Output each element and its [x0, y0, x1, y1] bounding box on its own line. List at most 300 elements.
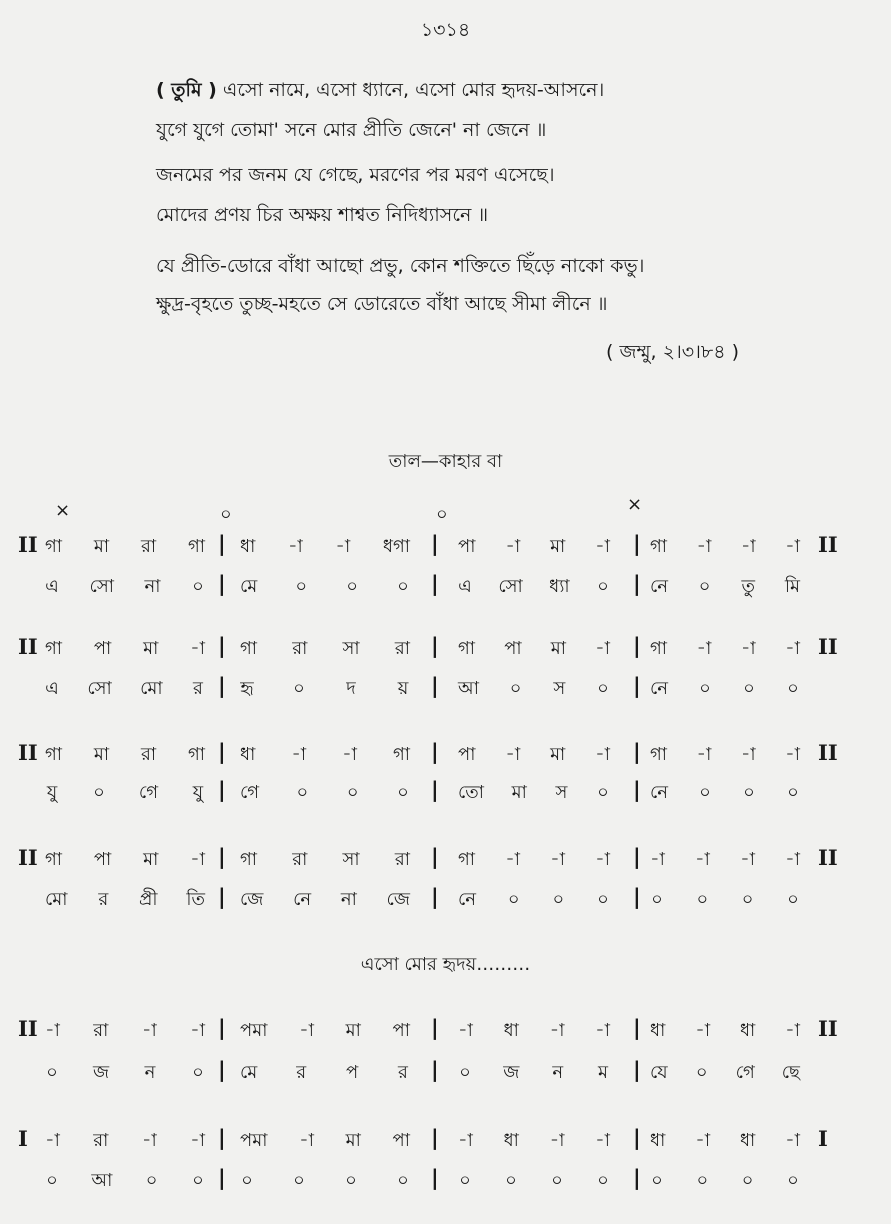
- swara-note: -া: [299, 1020, 314, 1041]
- lyric-beat-group: [650, 1166, 800, 1197]
- lyric-syllable: ০: [509, 678, 522, 699]
- lyric-syllable: ০: [346, 576, 358, 597]
- swara-note: গা: [240, 849, 258, 870]
- lyric-syllable: সো: [498, 576, 523, 597]
- tala-mark: ০: [436, 504, 448, 525]
- swara-note: -া: [695, 1020, 711, 1041]
- swara-note: গা: [187, 744, 205, 765]
- swara-note: -া: [458, 1020, 473, 1041]
- swara-beat-group: [650, 740, 800, 771]
- swara-note: ধা: [739, 1130, 756, 1151]
- lyric-beat-group: [458, 885, 610, 916]
- swara-beat-group: [240, 634, 410, 665]
- beat-separator: |: [218, 634, 226, 658]
- swara-note: রা: [292, 638, 308, 659]
- beat-separator: |: [218, 778, 226, 802]
- lyric-syllable: ০: [551, 1170, 563, 1191]
- swara-row: [0, 845, 891, 879]
- swara-note: ধা: [240, 744, 256, 765]
- swara-note: -া: [696, 638, 712, 659]
- swara-beat-group: [650, 1126, 800, 1157]
- lyric-syllable: যু: [46, 782, 58, 803]
- swara-note: পমা: [240, 1020, 268, 1041]
- swara-note: মা: [550, 536, 566, 557]
- lyric-syllable: মে: [240, 1062, 258, 1083]
- beat-separator: |: [431, 1126, 439, 1150]
- beat-separator: |: [218, 1058, 226, 1082]
- swara-beat-group: [240, 1016, 410, 1047]
- swara-note: -া: [595, 638, 610, 659]
- lyric-syllable: সো: [89, 576, 114, 597]
- end-bar: II: [818, 1016, 838, 1041]
- lyric-syllable: স: [553, 678, 566, 699]
- swara-note: মা: [550, 744, 566, 765]
- beat-separator: |: [633, 740, 641, 764]
- lyric-syllable: ০: [597, 678, 609, 699]
- poem-text: এসো নামে, এসো ধ্যানে, এসো মোর হৃদয়-আসনে।: [216, 79, 605, 101]
- lyric-syllable: নে: [650, 782, 669, 803]
- beat-separator: |: [218, 1126, 226, 1150]
- swara-note: গা: [650, 744, 668, 765]
- lyric-syllable: গে: [138, 782, 159, 803]
- swara-note: রা: [140, 744, 157, 765]
- swara-note: -া: [190, 1020, 205, 1041]
- lyric-syllable: ০: [397, 576, 409, 597]
- poem-text: যুগে যুগে তোমা' সনে মোর প্রীতি জেনে' না জেনে ॥: [156, 119, 547, 141]
- swara-note: -া: [505, 849, 521, 870]
- lyric-row: [0, 572, 891, 606]
- start-bar: II: [18, 1016, 38, 1041]
- swara-beat-group: [650, 634, 800, 665]
- lyric-syllable: ০: [597, 1170, 609, 1191]
- lyric-syllable: ০: [397, 1170, 409, 1191]
- swara-row: [0, 740, 891, 774]
- lyric-syllable: র: [296, 1062, 307, 1083]
- lyric-syllable: তি: [186, 889, 205, 910]
- swara-row: [0, 634, 891, 668]
- lyric-syllable: প্রী: [139, 889, 158, 910]
- beat-separator: |: [431, 778, 439, 802]
- swara-note: -া: [335, 536, 351, 557]
- lyric-beat-group: [240, 1058, 410, 1089]
- swara-note: মা: [345, 1020, 361, 1041]
- swara-note: গা: [650, 638, 668, 659]
- swara-note: সা: [342, 849, 360, 870]
- lyric-syllable: ০: [743, 678, 755, 699]
- lyric-syllable: না: [340, 889, 357, 910]
- lyric-beat-group: [650, 674, 800, 705]
- poem-text: মোদের প্রণয় চির অক্ষয় শাশ্বত নিদিধ্যাসনে ॥: [156, 204, 489, 226]
- lyric-syllable: ০: [293, 678, 305, 699]
- swara-note: -া: [458, 1130, 473, 1151]
- poem-line: [156, 252, 644, 284]
- lyric-syllable: জ: [503, 1062, 520, 1083]
- lyric-syllable: ০: [741, 889, 754, 910]
- swara-note: -া: [45, 1020, 60, 1041]
- lyric-syllable: ০: [192, 1062, 204, 1083]
- lyric-beat-group: [650, 778, 800, 809]
- beat-separator: |: [633, 674, 641, 698]
- swara-note: রা: [394, 638, 410, 659]
- swara-note: -া: [141, 1020, 157, 1041]
- lyric-beat-group: [45, 572, 205, 603]
- swara-note: -া: [740, 536, 756, 557]
- lyric-syllable: যে: [650, 1062, 668, 1083]
- swara-note: -া: [785, 1020, 800, 1041]
- swara-note: -া: [785, 536, 800, 557]
- lyric-syllable: ০: [787, 678, 799, 699]
- swara-note: মা: [93, 536, 110, 557]
- lyric-beat-group: [458, 1058, 610, 1089]
- lyric-beat-group: [45, 778, 205, 809]
- lyric-row: [0, 778, 891, 812]
- swara-note: গা: [45, 849, 63, 870]
- beat-separator: |: [218, 532, 226, 556]
- lyric-syllable: মো: [140, 678, 163, 699]
- swara-beat-group: [458, 740, 610, 771]
- swara-note: -া: [740, 744, 756, 765]
- swara-note: -া: [595, 744, 610, 765]
- swara-note: পমা: [240, 1130, 268, 1151]
- lyric-syllable: ০: [345, 1170, 357, 1191]
- poem-text: যে প্রীতি-ডোরে বাঁধা আছো প্রভু, কোন শক্তিতে ছিঁড়ে নাকো কভু।: [156, 255, 645, 277]
- swara-note: পা: [392, 1130, 410, 1151]
- swara-beat-group: [45, 532, 205, 563]
- swara-note: -া: [696, 536, 712, 557]
- start-bar: I: [18, 1126, 28, 1151]
- lyric-syllable: ০: [507, 889, 520, 910]
- tala-heading: তাল—কাহার বা: [388, 451, 503, 472]
- swara-note: গা: [187, 536, 205, 557]
- lyric-syllable: এ: [458, 576, 472, 597]
- swara-note: -া: [141, 1130, 157, 1151]
- swara-note: গা: [45, 536, 63, 557]
- lyric-beat-group: [240, 572, 410, 603]
- beat-separator: |: [431, 1016, 439, 1040]
- lyric-syllable: ০: [295, 576, 308, 597]
- lyric-syllable: ০: [459, 1170, 471, 1191]
- swara-beat-group: [45, 634, 205, 665]
- beat-separator: |: [431, 1058, 439, 1082]
- lyric-syllable: ০: [787, 1170, 799, 1191]
- lyric-syllable: ছে: [781, 1062, 800, 1083]
- end-bar: I: [818, 1126, 828, 1151]
- swara-note: -া: [785, 638, 800, 659]
- beat-separator: |: [633, 778, 641, 802]
- swara-beat-group: [458, 845, 610, 876]
- lyric-row: [0, 1166, 891, 1200]
- lyric-syllable: ০: [46, 1062, 58, 1083]
- tala-mark: ×: [627, 494, 643, 515]
- lyric-syllable: আ: [458, 678, 479, 699]
- lyric-syllable: ০: [296, 782, 309, 803]
- lyric-syllable: যু: [192, 782, 204, 803]
- lyric-syllable: মা: [511, 782, 527, 803]
- swara-note: -া: [785, 1130, 800, 1151]
- lyric-syllable: ০: [698, 576, 711, 597]
- source-note: ( জম্মু, ২।৩।৮৪ ): [606, 341, 740, 363]
- start-bar: II: [18, 532, 38, 557]
- beat-separator: |: [431, 885, 439, 909]
- lyric-beat-group: [45, 674, 205, 705]
- lyric-beat-group: [240, 1166, 410, 1197]
- page-number: ১৩১৪: [420, 19, 471, 41]
- beat-separator: |: [431, 674, 439, 698]
- swara-note: ধা: [739, 1020, 756, 1041]
- swara-beat-group: [650, 1016, 800, 1047]
- lyric-beat-group: [240, 674, 410, 705]
- lyric-syllable: ০: [397, 782, 409, 803]
- swara-note: -া: [695, 849, 710, 870]
- lyric-row: [0, 885, 891, 919]
- lyric-syllable: র: [98, 889, 109, 910]
- swara-note: -া: [785, 744, 800, 765]
- lyric-syllable: ০: [93, 782, 105, 803]
- swara-note: পা: [392, 1020, 410, 1041]
- poem-line: [156, 201, 488, 233]
- lyric-syllable: ০: [346, 782, 359, 803]
- lyric-syllable: ০: [651, 889, 663, 910]
- swara-note: পা: [93, 849, 112, 870]
- swara-note: রা: [292, 849, 308, 870]
- lyric-syllable: না: [144, 576, 161, 597]
- tala-mark: ০: [220, 504, 232, 525]
- lyric-syllable: ০: [743, 782, 755, 803]
- lyric-syllable: মে: [240, 576, 258, 597]
- swara-note: -া: [785, 849, 800, 870]
- lyric-syllable: ০: [241, 1170, 253, 1191]
- lyric-syllable: নে: [650, 576, 669, 597]
- swara-note: -া: [696, 744, 712, 765]
- lyric-beat-group: [458, 778, 610, 809]
- lyric-syllable: এ: [45, 678, 59, 699]
- lyric-syllable: জে: [386, 889, 410, 910]
- start-bar: II: [18, 845, 38, 870]
- lyric-syllable: ধ্যা: [549, 576, 570, 597]
- swara-beat-group: [458, 634, 610, 665]
- swara-note: ধা: [503, 1020, 519, 1041]
- beat-separator: |: [633, 1126, 641, 1150]
- swara-note: মা: [345, 1130, 361, 1151]
- beat-separator: |: [218, 1166, 226, 1190]
- lyric-beat-group: [458, 572, 610, 603]
- poem-line: [156, 161, 555, 193]
- lyric-syllable: ০: [192, 1170, 204, 1191]
- swara-note: -া: [695, 1130, 711, 1151]
- swara-note: -া: [505, 536, 521, 557]
- swara-beat-group: [458, 1016, 610, 1047]
- swara-note: -া: [287, 536, 303, 557]
- lyric-syllable: ০: [741, 1170, 754, 1191]
- swara-note: মা: [550, 638, 567, 659]
- lyric-syllable: প: [345, 1062, 359, 1083]
- swara-note: মা: [143, 638, 159, 659]
- swara-note: -া: [190, 638, 205, 659]
- swara-note: -া: [190, 849, 205, 870]
- end-bar: II: [818, 845, 838, 870]
- lyric-syllable: ০: [552, 889, 565, 910]
- lyric-syllable: ০: [787, 782, 799, 803]
- swara-beat-group: [240, 532, 410, 563]
- lyric-beat-group: [45, 1058, 205, 1089]
- beat-separator: |: [633, 634, 641, 658]
- lyric-syllable: ০: [145, 1170, 158, 1191]
- beat-separator: |: [633, 845, 641, 869]
- swara-note: পা: [458, 536, 476, 557]
- swara-beat-group: [45, 740, 205, 771]
- swara-note: -া: [190, 1130, 205, 1151]
- end-bar: II: [818, 532, 838, 557]
- lyric-syllable: ০: [696, 889, 709, 910]
- lyric-syllable: ০: [46, 1170, 58, 1191]
- swara-note: গা: [458, 849, 476, 870]
- beat-separator: |: [218, 1016, 226, 1040]
- swara-beat-group: [45, 845, 205, 876]
- lyric-syllable: ০: [699, 782, 711, 803]
- swara-note: -া: [650, 849, 665, 870]
- lyric-syllable: ০: [505, 1170, 517, 1191]
- swara-note: পা: [504, 638, 522, 659]
- swara-note: -া: [342, 744, 357, 765]
- swara-note: -া: [595, 536, 610, 557]
- swara-beat-group: [650, 532, 800, 563]
- lyric-syllable: গে: [240, 782, 260, 803]
- start-bar: II: [18, 740, 38, 765]
- lyric-syllable: ০: [597, 576, 609, 597]
- beat-separator: |: [633, 1166, 641, 1190]
- swara-note: -া: [291, 744, 307, 765]
- lyric-syllable: গে: [735, 1062, 755, 1083]
- beat-separator: |: [218, 572, 226, 596]
- swara-beat-group: [458, 532, 610, 563]
- swara-note: -া: [505, 744, 521, 765]
- swara-note: ধগা: [382, 536, 410, 557]
- lyric-syllable: য়: [397, 678, 409, 699]
- swara-note: -া: [740, 638, 756, 659]
- poem-line: [156, 76, 604, 108]
- swara-note: সা: [342, 638, 360, 659]
- beat-separator: |: [218, 885, 226, 909]
- end-bar: II: [818, 634, 838, 659]
- beat-separator: |: [633, 532, 641, 556]
- swara-beat-group: [458, 1126, 610, 1157]
- subheading: এসো মোর হৃদয়………: [360, 954, 531, 975]
- swara-note: রা: [93, 1020, 109, 1041]
- lyric-syllable: ০: [651, 1170, 663, 1191]
- lyric-syllable: ০: [597, 782, 609, 803]
- swara-note: রা: [394, 849, 410, 870]
- lyric-syllable: এ: [45, 576, 59, 597]
- lyric-syllable: সো: [87, 678, 112, 699]
- swara-beat-group: [240, 1126, 410, 1157]
- swara-note: রা: [140, 536, 157, 557]
- lyric-beat-group: [45, 1166, 205, 1197]
- swara-beat-group: [45, 1126, 205, 1157]
- lyric-syllable: নে: [650, 678, 669, 699]
- swara-note: গা: [45, 744, 63, 765]
- beat-separator: |: [431, 740, 439, 764]
- lyric-beat-group: [458, 674, 610, 705]
- lyric-row: [0, 1058, 891, 1092]
- swara-note: ধা: [503, 1130, 519, 1151]
- beat-separator: |: [633, 1016, 641, 1040]
- lyric-syllable: নে: [293, 889, 312, 910]
- lyric-syllable: নে: [458, 889, 477, 910]
- lyric-syllable: ০: [459, 1062, 471, 1083]
- lyric-syllable: ০: [597, 889, 609, 910]
- lyric-beat-group: [240, 885, 410, 916]
- lyric-syllable: জে: [240, 889, 264, 910]
- lyric-syllable: র: [398, 1062, 408, 1083]
- beat-separator: |: [431, 1166, 439, 1190]
- tala-mark: ×: [55, 500, 71, 521]
- poem-text: জনমের পর জনম যে গেছে, মরণের পর মরণ এসেছে।: [156, 164, 555, 186]
- swara-beat-group: [45, 1016, 205, 1047]
- lyric-syllable: দ: [346, 678, 356, 699]
- beat-separator: |: [218, 845, 226, 869]
- end-bar: II: [818, 740, 838, 765]
- lyric-syllable: ০: [192, 576, 204, 597]
- lyric-beat-group: [650, 1058, 800, 1089]
- swara-row: [0, 532, 891, 566]
- swara-note: রা: [93, 1130, 109, 1151]
- lyric-syllable: ০: [699, 678, 711, 699]
- swara-note: গা: [458, 638, 476, 659]
- beat-separator: |: [431, 532, 439, 556]
- lyric-beat-group: [240, 778, 410, 809]
- swara-beat-group: [240, 740, 410, 771]
- poem-text: ক্ষুদ্র-বৃহতে তুচ্ছ-মহতে সে ডোরেতে বাঁধা আছে সীমা লীনে ॥: [156, 293, 608, 315]
- swara-note: গা: [45, 638, 63, 659]
- lyric-syllable: তো: [458, 782, 485, 803]
- beat-separator: |: [633, 572, 641, 596]
- start-bar: II: [18, 634, 38, 659]
- swara-note: ধা: [650, 1130, 666, 1151]
- swara-note: -া: [595, 1130, 610, 1151]
- swara-beat-group: [240, 845, 410, 876]
- lyric-row: [0, 674, 891, 708]
- poem-line: [156, 290, 608, 322]
- lyric-syllable: র: [193, 678, 203, 699]
- swara-note: -া: [740, 849, 755, 870]
- lyric-syllable: ০: [696, 1170, 709, 1191]
- beat-separator: |: [431, 845, 439, 869]
- lyric-syllable: জ: [92, 1062, 110, 1083]
- lyric-beat-group: [650, 885, 800, 916]
- poem-bold: ( তুমি ): [156, 79, 217, 101]
- beat-separator: |: [431, 572, 439, 596]
- beat-separator: |: [633, 885, 641, 909]
- swara-note: গা: [650, 536, 668, 557]
- swara-note: মা: [143, 849, 159, 870]
- lyric-syllable: মো: [45, 889, 68, 910]
- lyric-syllable: মি: [784, 576, 800, 597]
- lyric-syllable: আ: [91, 1170, 113, 1191]
- lyric-beat-group: [650, 572, 800, 603]
- lyric-syllable: স: [555, 782, 568, 803]
- swara-note: গা: [240, 638, 258, 659]
- lyric-syllable: ০: [293, 1170, 305, 1191]
- swara-note: ধা: [240, 536, 256, 557]
- swara-row: [0, 1016, 891, 1050]
- lyric-syllable: ন: [552, 1062, 564, 1083]
- swara-note: পা: [93, 638, 112, 659]
- swara-note: -া: [549, 1020, 565, 1041]
- beat-separator: |: [633, 1058, 641, 1082]
- lyric-syllable: ম: [598, 1062, 608, 1083]
- swara-note: ধা: [650, 1020, 666, 1041]
- swara-row: [0, 1126, 891, 1160]
